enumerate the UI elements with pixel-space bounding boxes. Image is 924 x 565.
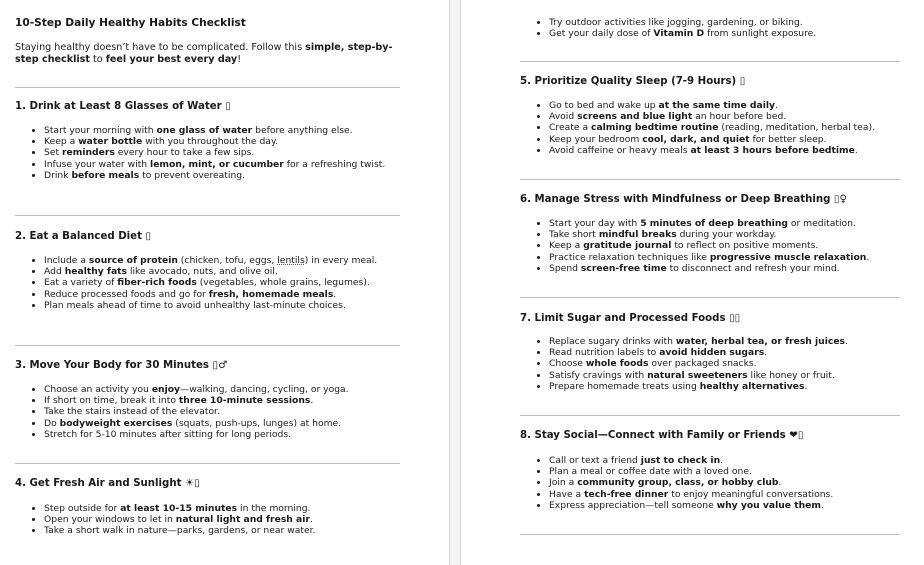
body-text: . [845, 336, 848, 347]
body-text: . [764, 347, 768, 359]
divider [520, 534, 900, 535]
body-text: every hour to take a few sips. [114, 147, 255, 159]
checklist-item [549, 111, 900, 122]
checklist-item [44, 136, 400, 147]
body-text: to prevent overeating. [139, 169, 246, 181]
body-text: Plan meals ahead of time to avoid unhealthy last-minute choices. [44, 299, 346, 311]
emphasis-text: bodyweight exercises [59, 417, 173, 429]
body-text: Do [44, 417, 60, 429]
divider [15, 215, 400, 216]
emphasis-text: fresh, homemade meals [208, 288, 334, 300]
body-text: Start your day with [549, 218, 641, 229]
section-list-sleep [520, 100, 900, 156]
body-text: Take a short walk in nature—parks, gardens, or near water. [44, 525, 316, 537]
emphasis-text: at the same time daily [658, 100, 775, 111]
emphasis-text: lemon, mint, or cucumber [150, 158, 284, 170]
checklist-item [549, 489, 900, 500]
emphasis-text: whole foods [585, 358, 649, 370]
body-text: or meditation. [787, 218, 856, 229]
checklist-item [549, 218, 900, 229]
checklist-item [44, 300, 400, 311]
body-text: Try outdoor activities like jogging, gardening, or biking. [549, 17, 803, 28]
body-text: Take the stairs instead of the elevator. [44, 406, 220, 418]
body-text: Spend [549, 262, 581, 274]
checklist-item [549, 17, 900, 28]
checklist-item [44, 429, 400, 440]
section-list-sugar [520, 336, 900, 392]
body-text: for better sleep. [749, 133, 827, 145]
divider [520, 179, 900, 180]
checklist-item [44, 384, 400, 395]
checklist-item [44, 266, 400, 277]
body-text: . [310, 395, 314, 407]
body-text: Have a [549, 488, 585, 500]
body-text: Staying healthy doesn’t have to be complicated. Follow this [15, 42, 306, 53]
section-heading-sleep: 5. Prioritize Quality Sleep (7-9 Hours) ▯ [520, 76, 746, 87]
body-text: Go to bed and wake up [549, 100, 659, 111]
body-text: (chicken, tofu, eggs, [177, 255, 278, 266]
body-text: over packaged snacks. [648, 358, 757, 370]
checklist-item [44, 514, 400, 525]
checklist-item [549, 477, 900, 488]
divider [15, 463, 400, 464]
checklist-item [549, 370, 900, 381]
checklist-item [44, 395, 400, 406]
emphasis-text: three 10-minute sessions [178, 395, 311, 407]
body-text: Avoid [549, 111, 578, 123]
body-text: Stretch for 5-10 minutes after sitting for long periods. [44, 428, 292, 440]
checklist-item [549, 134, 900, 145]
section-list-social [520, 455, 900, 511]
body-text: Get your daily dose of [549, 28, 654, 40]
emphasis-text: healthy fats [64, 266, 128, 278]
document-title: 10-Step Daily Healthy Habits Checklist [15, 17, 246, 29]
section-heading-sugar: 7. Limit Sugar and Processed Foods ▯▯ [520, 313, 741, 324]
section-list-move [15, 384, 400, 440]
emphasis-text: community group, class, or hobby club [577, 477, 779, 489]
section-heading-sunlight: 4. Get Fresh Air and Sunlight ☀▯ [15, 478, 200, 489]
body-text: (reading, meditation, herbal tea). [718, 122, 875, 134]
body-text: Express appreciation—tell someone [549, 499, 717, 511]
body-text: Join a [549, 477, 578, 489]
body-text: Start your morning with [44, 125, 157, 136]
body-text: to [89, 53, 106, 65]
emphasis-text: just to check in [640, 455, 721, 466]
body-text: Open your windows to let in [44, 514, 176, 526]
body-text: Take short [549, 229, 599, 241]
emphasis-text: calming bedtime routine [591, 122, 719, 134]
emphasis-text: progressive muscle relaxation [709, 251, 867, 263]
section-list-stress [520, 218, 900, 274]
body-text: (squats, push-ups, lunges) at home. [172, 417, 342, 429]
body-text: with you throughout the day. [142, 136, 278, 148]
emphasis-text: source of protein [88, 255, 178, 266]
emphasis-text: before meals [71, 169, 140, 181]
emphasis-text: natural sweeteners [647, 369, 748, 381]
body-text: Prepare homemade treats using [549, 380, 700, 392]
emphasis-text: screens and blue light [577, 111, 693, 123]
body-text: . [778, 477, 782, 489]
body-text: in the morning. [237, 503, 311, 514]
checklist-item [44, 159, 400, 170]
emphasis-text: reminders [62, 147, 115, 159]
body-text: to disconnect and refresh your mind. [666, 262, 840, 274]
body-text: Drink [44, 169, 72, 181]
emphasis-text: healthy alternatives [699, 380, 805, 392]
emphasis-text: feel your best every day [105, 53, 238, 65]
emphasis-text: water bottle [78, 136, 143, 148]
emphasis-text: enjoy [151, 384, 181, 395]
body-text: to reflect on positive moments. [671, 240, 819, 252]
body-text: Avoid caffeine or heavy meals [549, 144, 691, 156]
emphasis-text: fiber-rich foods [117, 277, 197, 289]
section-heading-stress: 6. Manage Stress with Mindfulness or Deep Breathing ▯♀ [520, 194, 847, 205]
body-text: to enjoy meaningful conversations. [668, 488, 834, 500]
spellcheck-flagged-word: lentils [277, 255, 305, 266]
body-text: —walking, dancing, cycling, or yoga. [180, 384, 349, 395]
section-list-sunlight [15, 503, 400, 537]
checklist-item [549, 500, 900, 511]
body-text: during your workday. [676, 229, 777, 241]
body-text: like avocado, nuts, and olive oil. [127, 266, 278, 278]
body-text: Plan a meal or coffee date with a loved one. [549, 466, 752, 478]
body-text: Set [44, 147, 63, 159]
section-list-sunlight-continued [520, 17, 900, 39]
checklist-item [549, 455, 900, 466]
checklist-item [549, 240, 900, 251]
body-text: (vegetables, whole grains, legumes). [196, 277, 370, 289]
divider [520, 415, 900, 416]
body-text: . [804, 380, 808, 392]
divider [15, 345, 400, 346]
emphasis-text: at least 3 hours before bedtime [690, 144, 855, 156]
body-text: Keep your bedroom [549, 133, 643, 145]
body-text: Include a [44, 255, 89, 266]
section-list-diet [15, 255, 400, 311]
body-text: . [854, 144, 858, 156]
body-text: . [333, 288, 337, 300]
body-text: for a refreshing twist. [283, 158, 386, 170]
section-list-water [15, 125, 400, 181]
emphasis-text: avoid hidden sugars [659, 347, 765, 359]
checklist-item [44, 525, 400, 536]
checklist-item [549, 229, 900, 240]
body-text: Add [44, 266, 65, 278]
checklist-item [549, 28, 900, 39]
checklist-item [44, 289, 400, 300]
body-text: before anything else. [252, 125, 353, 136]
checklist-item [549, 381, 900, 392]
checklist-item [44, 147, 400, 158]
body-text: Infuse your water with [44, 158, 151, 170]
emphasis-text: screen-free time [580, 262, 667, 274]
body-text: from sunlight exposure. [704, 28, 817, 40]
divider [15, 87, 400, 88]
emphasis-text: mindful breaks [598, 229, 677, 241]
checklist-item [44, 503, 400, 514]
body-text: Practice relaxation techniques like [549, 251, 710, 263]
body-text: Step outside for [44, 503, 121, 514]
body-text: ) in every meal. [304, 255, 378, 266]
body-text: . [720, 455, 724, 466]
checklist-item [44, 418, 400, 429]
body-text: like honey or fruit. [747, 369, 835, 381]
body-text: an hour before bed. [692, 111, 787, 123]
emphasis-text: simple, step-by-step checklist [15, 42, 393, 65]
emphasis-text: at least 10-15 minutes [120, 503, 238, 514]
intro-paragraph [15, 42, 400, 65]
body-text: Reduce processed foods and go for [44, 288, 209, 300]
body-text: . [774, 100, 778, 111]
checklist-item [44, 125, 400, 136]
emphasis-text: why you value them [716, 499, 821, 511]
checklist-item [44, 255, 400, 266]
divider [520, 61, 900, 62]
emphasis-text: cool, dark, and quiet [642, 133, 750, 145]
body-text: . [866, 251, 870, 263]
divider [520, 297, 900, 298]
body-text: Choose [549, 358, 586, 370]
checklist-item [549, 252, 900, 263]
body-text: Keep a [44, 136, 79, 148]
body-text: Create a [549, 122, 591, 134]
checklist-item [549, 145, 900, 156]
emphasis-text: water, herbal tea, or fresh juices [675, 336, 846, 347]
body-text: If short on time, break it into [44, 395, 179, 407]
checklist-item [549, 466, 900, 477]
checklist-item [549, 347, 900, 358]
checklist-item [44, 277, 400, 288]
checklist-item [549, 122, 900, 133]
checklist-item [549, 263, 900, 274]
emphasis-text: one glass of water [156, 125, 253, 136]
checklist-item [549, 100, 900, 111]
body-text: . [309, 514, 313, 526]
section-heading-water: 1. Drink at Least 8 Glasses of Water ▯ [15, 101, 231, 112]
checklist-item [44, 170, 400, 181]
section-heading-move: 3. Move Your Body for 30 Minutes ▯♂ [15, 360, 228, 371]
section-heading-social: 8. Stay Social—Connect with Family or Friends ❤▯ [520, 430, 804, 441]
body-text: Eat a variety of [44, 277, 118, 289]
body-text: Replace sugary drinks with [549, 336, 676, 347]
page-gutter [449, 0, 461, 565]
section-heading-diet: 2. Eat a Balanced Diet ▯ [15, 231, 152, 242]
body-text: Call or text a friend [549, 455, 641, 466]
body-text: . [820, 499, 824, 511]
body-text: Read nutrition labels to [549, 347, 660, 359]
emphasis-text: natural light and fresh air [175, 514, 310, 526]
body-text: Keep a [549, 240, 584, 252]
emphasis-text: 5 minutes of deep breathing [640, 218, 788, 229]
body-text: Satisfy cravings with [549, 369, 648, 381]
body-text: Choose an activity you [44, 384, 152, 395]
emphasis-text: gratitude journal [583, 240, 672, 252]
checklist-item [549, 358, 900, 369]
emphasis-text: Vitamin D [653, 28, 705, 40]
checklist-item [549, 336, 900, 347]
emphasis-text: tech-free dinner [584, 488, 669, 500]
body-text: ! [237, 53, 242, 65]
checklist-item [44, 406, 400, 417]
